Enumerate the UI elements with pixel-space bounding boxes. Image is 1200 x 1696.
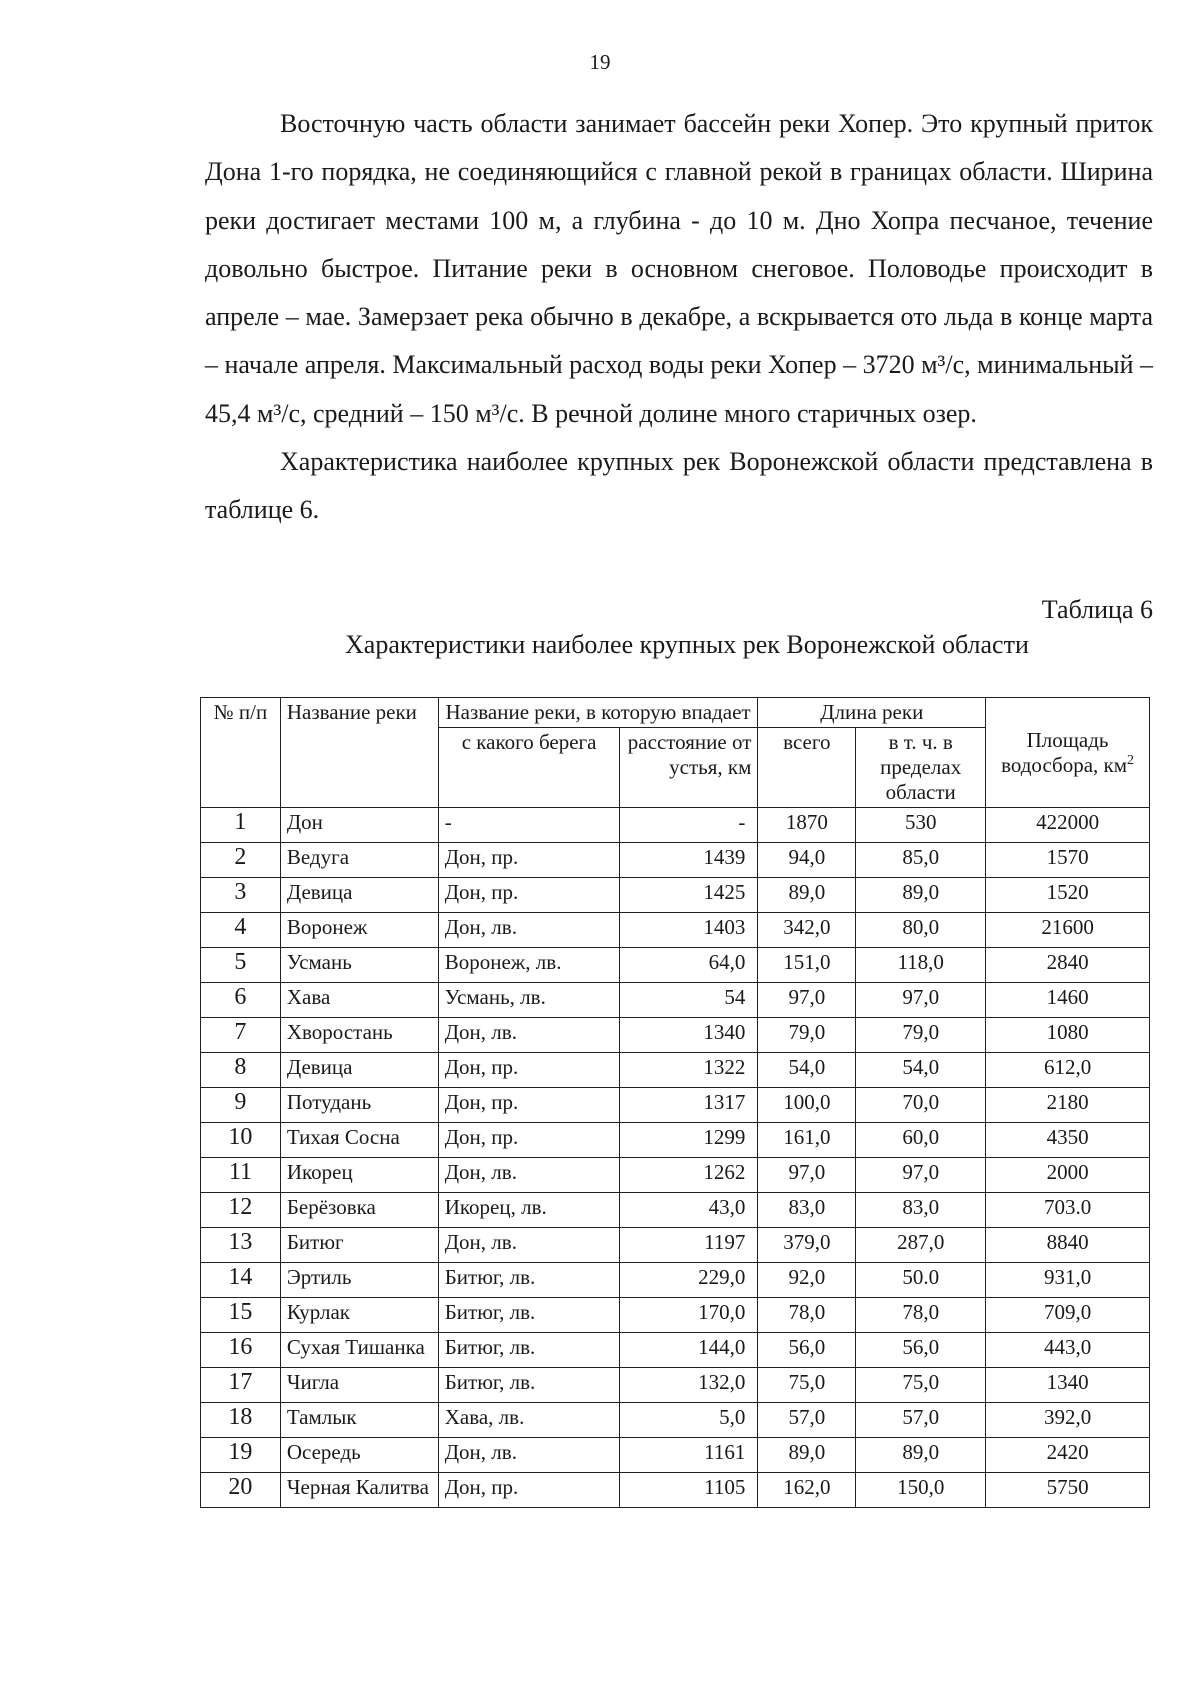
cell-num: 20 [201,1473,281,1508]
cell-total-length: 89,0 [758,878,856,913]
cell-bank: Дон, лв. [438,1158,620,1193]
cell-region-length: 75,0 [856,1368,986,1403]
cell-total-length: 100,0 [758,1088,856,1123]
table-row [201,983,1150,1018]
page-number: 19 [589,50,611,74]
cell-num: 9 [201,1088,281,1123]
cell-river-name: Девица [280,1053,438,1088]
header-area-sup: 2 [1127,752,1135,768]
cell-region-length: 150,0 [856,1473,986,1508]
cell-area: 1080 [986,1018,1150,1053]
cell-distance: 43,0 [620,1193,758,1228]
table-row [201,1193,1150,1228]
cell-distance: 144,0 [620,1333,758,1368]
cell-river-name: Хава [280,983,438,1018]
cell-region-length: 85,0 [856,843,986,878]
cell-area: 703.0 [986,1193,1150,1228]
cell-river-name: Воронеж [280,913,438,948]
cell-river-name: Девица [280,878,438,913]
table-row [201,1158,1150,1193]
cell-area: 2840 [986,948,1150,983]
cell-distance: 1322 [620,1053,758,1088]
cell-bank: Дон, лв. [438,1018,620,1053]
cell-region-length: 54,0 [856,1053,986,1088]
cell-bank: Битюг, лв. [438,1333,620,1368]
table-body [201,808,1150,1508]
cell-distance: 1105 [620,1473,758,1508]
table-row [201,1368,1150,1403]
table-row [201,1053,1150,1088]
table-row [201,1018,1150,1053]
cell-distance: 1299 [620,1123,758,1158]
cell-river-name: Сухая Тишанка [280,1333,438,1368]
cell-num: 13 [201,1228,281,1263]
cell-bank: Усмань, лв. [438,983,620,1018]
cell-distance: 1425 [620,878,758,913]
cell-bank: Дон, пр. [438,878,620,913]
cell-region-length: 78,0 [856,1298,986,1333]
cell-num: 16 [201,1333,281,1368]
cell-region-length: 57,0 [856,1403,986,1438]
table-row [201,948,1150,983]
cell-total-length: 151,0 [758,948,856,983]
cell-distance: 132,0 [620,1368,758,1403]
cell-area: 4350 [986,1123,1150,1158]
cell-river-name: Потудань [280,1088,438,1123]
cell-bank: Битюг, лв. [438,1298,620,1333]
cell-total-length: 57,0 [758,1403,856,1438]
cell-num: 17 [201,1368,281,1403]
table-row [201,1123,1150,1158]
cell-region-length: 530 [856,808,986,843]
cell-num: 5 [201,948,281,983]
table-label: Таблица 6 [1041,595,1153,624]
cell-distance: 1340 [620,1018,758,1053]
cell-total-length: 89,0 [758,1438,856,1473]
cell-num: 6 [201,983,281,1018]
cell-num: 2 [201,843,281,878]
cell-region-length: 70,0 [856,1088,986,1123]
cell-region-length: 89,0 [856,878,986,913]
cell-total-length: 342,0 [758,913,856,948]
cell-river-name: Чигла [280,1368,438,1403]
header-total: всего [758,728,856,808]
cell-area: 1570 [986,843,1150,878]
cell-total-length: 97,0 [758,983,856,1018]
cell-area: 2420 [986,1438,1150,1473]
cell-total-length: 1870 [758,808,856,843]
cell-bank: Хава, лв. [438,1403,620,1438]
cell-total-length: 79,0 [758,1018,856,1053]
cell-bank: Битюг, лв. [438,1263,620,1298]
header-area-label: Площадь водосбора, км [1001,727,1128,777]
cell-num: 15 [201,1298,281,1333]
cell-river-name: Ведуга [280,843,438,878]
header-area [986,698,1150,808]
cell-total-length: 54,0 [758,1053,856,1088]
cell-num: 12 [201,1193,281,1228]
cell-region-length: 97,0 [856,983,986,1018]
cell-distance: 229,0 [620,1263,758,1298]
body-text [205,100,1153,535]
cell-distance: 1317 [620,1088,758,1123]
cell-river-name: Тамлык [280,1403,438,1438]
table-row [201,808,1150,843]
cell-river-name: Берёзовка [280,1193,438,1228]
cell-area: 8840 [986,1228,1150,1263]
table-row [201,1263,1150,1298]
cell-distance: 5,0 [620,1403,758,1438]
header-bank: с какого берега [438,728,620,808]
cell-area: 1520 [986,878,1150,913]
table-caption: Характеристики наиболее крупных рек Воронежской области [345,630,1029,659]
cell-bank: Дон, пр. [438,1053,620,1088]
header-name: Название реки [280,698,438,808]
cell-bank: Дон, пр. [438,1473,620,1508]
cell-river-name: Икорец [280,1158,438,1193]
cell-region-length: 83,0 [856,1193,986,1228]
cell-area: 612,0 [986,1053,1150,1088]
cell-bank: Воронеж, лв. [438,948,620,983]
cell-total-length: 94,0 [758,843,856,878]
cell-distance: 1403 [620,913,758,948]
cell-region-length: 79,0 [856,1018,986,1053]
cell-region-length: 56,0 [856,1333,986,1368]
header-distance: расстояние от устья, км [620,728,758,808]
header-inflow-group: Название реки, в которую впадает [438,698,758,728]
cell-area: 392,0 [986,1403,1150,1438]
cell-total-length: 161,0 [758,1123,856,1158]
cell-bank: Дон, пр. [438,1123,620,1158]
cell-total-length: 162,0 [758,1473,856,1508]
cell-distance: 54 [620,983,758,1018]
cell-bank: Дон, лв. [438,1228,620,1263]
table-row [201,1403,1150,1438]
rivers-table [200,697,1150,1508]
cell-total-length: 78,0 [758,1298,856,1333]
cell-total-length: 379,0 [758,1228,856,1263]
cell-num: 19 [201,1438,281,1473]
cell-total-length: 56,0 [758,1333,856,1368]
header-num: № п/п [201,698,281,808]
table-row [201,1088,1150,1123]
cell-bank: - [438,808,620,843]
header-length-group: Длина реки [758,698,986,728]
cell-region-length: 287,0 [856,1228,986,1263]
cell-region-length: 118,0 [856,948,986,983]
cell-river-name: Черная Калитва [280,1473,438,1508]
cell-num: 3 [201,878,281,913]
cell-distance: 1439 [620,843,758,878]
table-row [201,843,1150,878]
cell-area: 931,0 [986,1263,1150,1298]
cell-area: 2180 [986,1088,1150,1123]
cell-distance: - [620,808,758,843]
table-row [201,913,1150,948]
cell-region-length: 80,0 [856,913,986,948]
cell-river-name: Осередь [280,1438,438,1473]
cell-area: 709,0 [986,1298,1150,1333]
table-row [201,1438,1150,1473]
cell-num: 14 [201,1263,281,1298]
cell-river-name: Эртиль [280,1263,438,1298]
cell-area: 21600 [986,913,1150,948]
cell-river-name: Усмань [280,948,438,983]
cell-distance: 1197 [620,1228,758,1263]
table-row [201,1333,1150,1368]
cell-area: 2000 [986,1158,1150,1193]
cell-river-name: Курлак [280,1298,438,1333]
cell-bank: Дон, лв. [438,1438,620,1473]
table-row [201,878,1150,913]
cell-total-length: 92,0 [758,1263,856,1298]
cell-river-name: Тихая Сосна [280,1123,438,1158]
cell-river-name: Дон [280,808,438,843]
cell-num: 10 [201,1123,281,1158]
cell-num: 8 [201,1053,281,1088]
cell-bank: Дон, пр. [438,1088,620,1123]
cell-num: 1 [201,808,281,843]
cell-total-length: 75,0 [758,1368,856,1403]
cell-distance: 1262 [620,1158,758,1193]
cell-distance: 170,0 [620,1298,758,1333]
cell-distance: 64,0 [620,948,758,983]
cell-total-length: 83,0 [758,1193,856,1228]
cell-num: 11 [201,1158,281,1193]
cell-river-name: Битюг [280,1228,438,1263]
paragraph-hoper: Восточную часть области занимает бассейн реки Хопер. Это крупный приток Дона 1-го порядка, не соединяющийся с главной рекой в границах области. Ширина реки достигает местами 100 м, а глубина - до 10 м. Дно Хопра песчаное, течение довольно быстрое. Питание реки в основном снеговое. Половодье происходит в апреле – мае. Замерзает река обычно в декабре, а вскрывается ото льда в конце марта – начале апреля. Максимальный расход воды реки Хопер – 3720 м³/с, минимальный – 45,4 м³/с, средний – 150 м³/с. В речной долине много старичных озер. [205,109,1153,428]
cell-bank: Дон, лв. [438,913,620,948]
cell-region-length: 60,0 [856,1123,986,1158]
table-row [201,1473,1150,1508]
table-row [201,1228,1150,1263]
table-row [201,1298,1150,1333]
cell-area: 1460 [986,983,1150,1018]
header-in-region: в т. ч. в пределах области [856,728,986,808]
cell-area: 5750 [986,1473,1150,1508]
cell-total-length: 97,0 [758,1158,856,1193]
cell-river-name: Хворостань [280,1018,438,1053]
cell-num: 7 [201,1018,281,1053]
cell-num: 4 [201,913,281,948]
cell-num: 18 [201,1403,281,1438]
cell-area: 443,0 [986,1333,1150,1368]
cell-bank: Икорец, лв. [438,1193,620,1228]
cell-region-length: 97,0 [856,1158,986,1193]
cell-bank: Дон, пр. [438,843,620,878]
cell-area: 1340 [986,1368,1150,1403]
cell-region-length: 50.0 [856,1263,986,1298]
paragraph-table-intro: Характеристика наиболее крупных рек Воронежской области представлена в таблице 6. [205,447,1153,525]
cell-bank: Битюг, лв. [438,1368,620,1403]
cell-area: 422000 [986,808,1150,843]
cell-distance: 1161 [620,1438,758,1473]
cell-region-length: 89,0 [856,1438,986,1473]
